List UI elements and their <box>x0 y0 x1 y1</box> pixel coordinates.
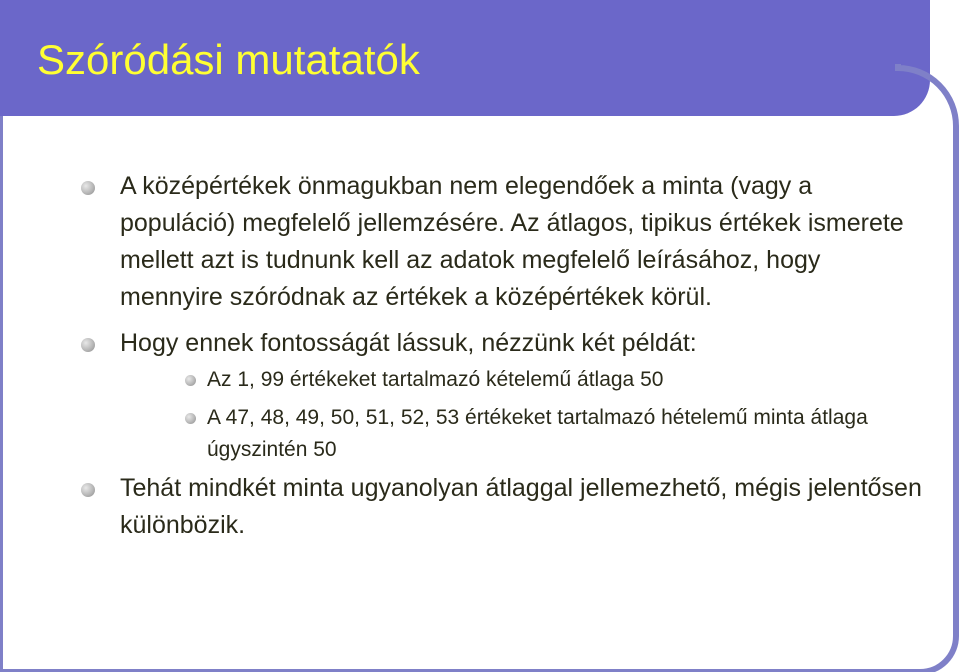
bullet-icon <box>81 483 95 497</box>
sub-bullet-item-2 <box>78 402 928 466</box>
bullet-text: A középértékek önmagukban nem elegendőek a minta (vagy a populáció) megfelelő jellemzésére. Az átlagos, tipikus értékek ismerete mellett azt is tudnunk kell az adatok megfelelő leírásához, hogy mennyire szóródnak az értékek a középértékek körül. <box>120 172 904 311</box>
bullet-item-1 <box>78 168 928 316</box>
bullet-text: Hogy ennek fontosságát lássuk, nézzünk két példát: <box>120 329 697 357</box>
sub-bullet-item-1 <box>78 364 928 396</box>
bullet-item-2 <box>78 325 928 362</box>
slide-content <box>78 168 928 544</box>
bullet-icon <box>81 338 95 352</box>
bullet-text: Tehát mindkét minta ugyanolyan átlaggal jellemezhető, mégis jelentősen különbözik. <box>120 474 922 539</box>
sub-bullet-text: Az 1, 99 értékeket tartalmazó kételemű átlaga 50 <box>207 368 664 391</box>
sub-bullet-icon <box>185 413 196 424</box>
sub-bullet-text: A 47, 48, 49, 50, 51, 52, 53 értékeket tartalmazó hételemű minta átlaga úgyszintén 50 <box>207 406 868 461</box>
slide-title: Szóródási mutatatók <box>37 36 420 83</box>
bullet-item-3 <box>78 470 928 544</box>
sub-bullet-icon <box>185 375 196 386</box>
bullet-icon <box>81 181 95 195</box>
